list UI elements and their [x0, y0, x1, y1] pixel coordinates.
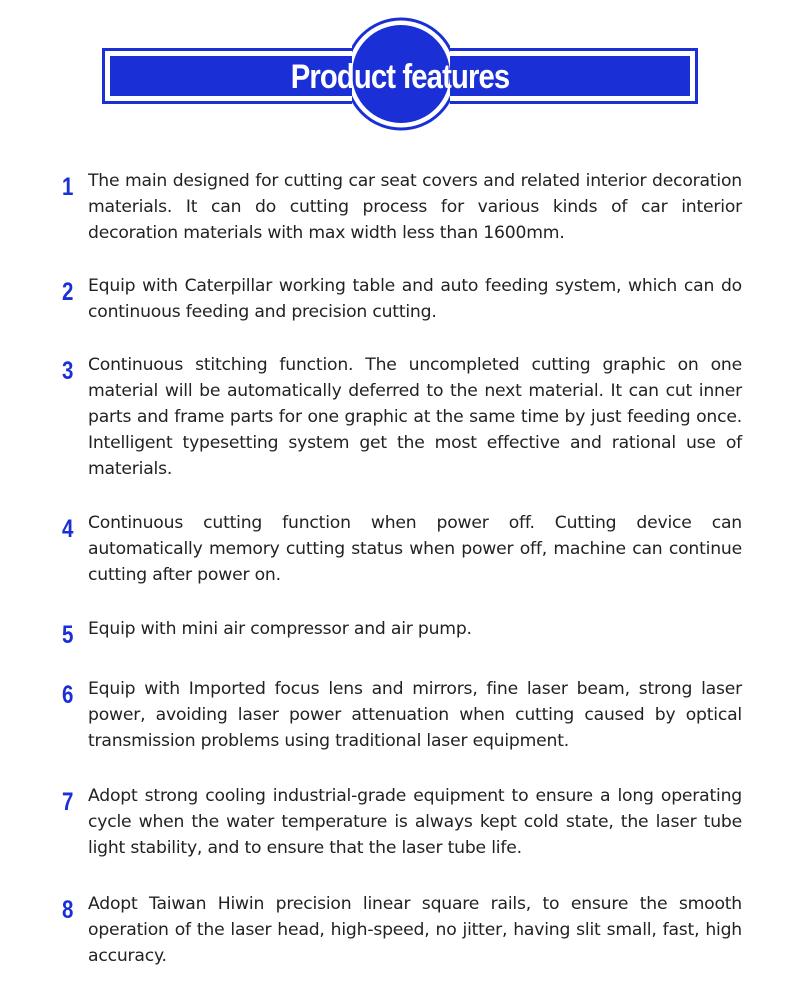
feature-text: Equip with Caterpillar working table and auto feeding system, which can do continuous feeding and precision cutting. [88, 276, 742, 322]
feature-text: Equip with mini air compressor and air pump. [88, 619, 472, 639]
feature-text: The main designed for cutting car seat covers and related interior decoration materials. It can do cutting process for various kinds of car interior decoration materials with max width less than 1600mm. [88, 171, 742, 243]
feature-text: Continuous stitching function. The uncompleted cutting graphic on one material will be automatically deferred to the next material. It can cut inner parts and frame parts for one graphic at the same time by just feeding once. Intelligent typesetting system get the most effective and rational use of materials. [88, 355, 742, 479]
feature-item-1 [62, 168, 742, 246]
feature-text: Equip with Imported focus lens and mirrors, fine laser beam, strong laser power, avoiding laser power attenuation when cutting caused by optical transmission problems using traditional laser equipment. [88, 679, 742, 751]
feature-number: 8 [62, 896, 74, 924]
page-title: Product features [290, 57, 510, 96]
feature-item-5 [62, 616, 742, 648]
feature-number: 3 [62, 357, 74, 385]
feature-item-2 [62, 273, 742, 325]
feature-number: 2 [62, 278, 74, 306]
feature-item-6 [62, 676, 742, 754]
feature-item-4 [62, 510, 742, 588]
feature-item-7 [62, 783, 742, 861]
feature-text: Continuous cutting function when power off. Cutting device can automatically memory cutting status when power off, machine can continue cutting after power on. [88, 513, 742, 585]
feature-list [62, 168, 742, 969]
feature-item-8 [62, 891, 742, 969]
feature-number: 7 [62, 788, 74, 816]
feature-number: 5 [62, 621, 74, 649]
feature-text: Adopt Taiwan Hiwin precision linear square rails, to ensure the smooth operation of the laser head, high-speed, no jitter, having slit small, fast, high accuracy. [88, 894, 742, 966]
feature-number: 1 [62, 173, 74, 201]
feature-number: 4 [62, 515, 74, 543]
header-banner [0, 0, 800, 145]
feature-number: 6 [62, 681, 74, 709]
feature-item-3 [62, 352, 742, 482]
feature-text: Adopt strong cooling industrial-grade equipment to ensure a long operating cycle when the water temperature is always kept cold state, the laser tube light stability, and to ensure that the laser tube life. [88, 786, 742, 858]
